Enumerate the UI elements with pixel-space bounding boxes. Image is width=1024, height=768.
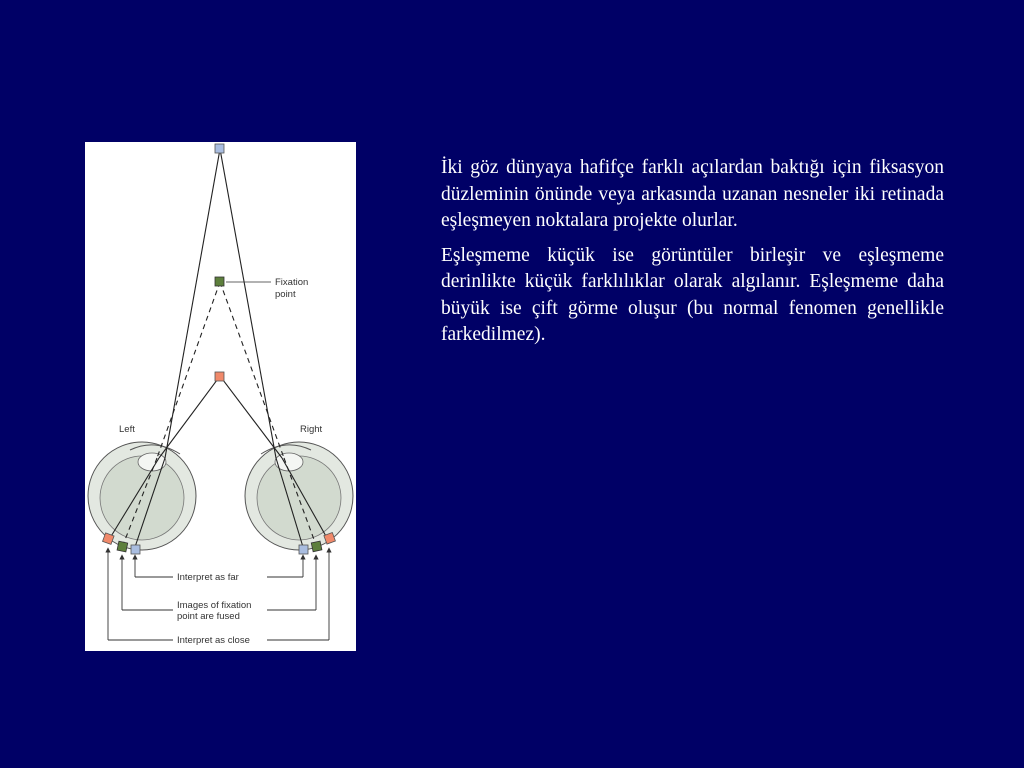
near-object-marker <box>215 372 224 381</box>
fixation-point-marker <box>215 277 224 286</box>
left-eye-label: Left <box>119 424 135 435</box>
fused-label-line2: point are fused <box>177 611 240 622</box>
diagram-svg <box>85 142 356 651</box>
binocular-disparity-diagram <box>85 142 356 651</box>
paragraph-2: Eşleşmeme küçük ise görüntüler birleşir ve eşleşmeme derinlikte küçük farklılıklar olarak algılanır. Eşleşmeme daha büyük ise çift görme oluşur (bu normal fenomen genellikle farkedilmez). <box>441 244 944 345</box>
left-retina-far-marker <box>131 545 140 554</box>
far-label: Interpret as far <box>177 572 239 583</box>
right-retina-fixation-marker <box>311 541 322 552</box>
right-retina-far-marker <box>299 545 308 554</box>
fixation-label-line1: Fixation <box>275 277 309 288</box>
right-eye-label: Right <box>300 424 323 435</box>
left-retina-fixation-marker <box>117 541 128 552</box>
explanation-text <box>441 155 944 357</box>
paragraph-1: İki göz dünyaya hafifçe farklı açılardan baktığı için fiksasyon düzleminin önünde veya arkasında uzanan nesneler iki retinada eşleşmeyen noktalara projekte olurlar. <box>441 157 944 231</box>
fixation-label-line2: point <box>275 289 296 300</box>
interpretation-brackets <box>108 550 329 640</box>
far-object-marker <box>215 144 224 153</box>
fused-label-line1: Images of fixation <box>177 600 252 611</box>
close-label: Interpret as close <box>177 635 250 646</box>
